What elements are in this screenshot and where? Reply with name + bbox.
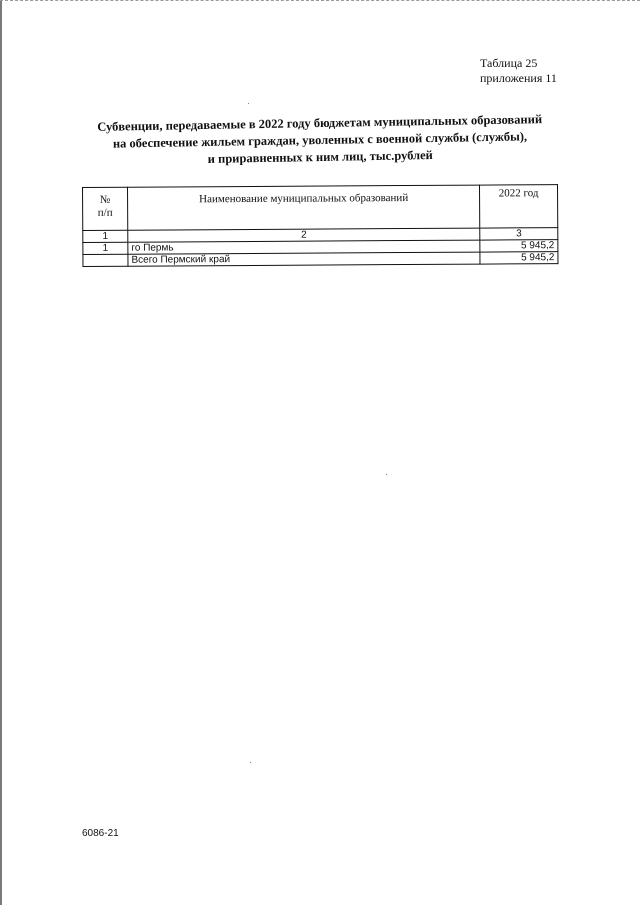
appendix-label: приложения 11 [480,71,557,85]
amount-value: 5 945,2 [480,240,558,252]
scan-speck [386,474,387,475]
column-header-number: № п/п [83,187,128,230]
table-reference [480,56,557,86]
subsidy-table [82,184,558,267]
total-label: Всего Пермский край [128,252,480,266]
scan-edge-top [0,0,640,2]
subsidy-table-wrapper [82,184,558,267]
document-code: 6086-21 [82,828,119,839]
column-index-1: 1 [83,230,128,242]
title-line-3: и приравненных к ним лиц, тыс.рублей [207,148,433,166]
title-line-1: Субвенции, передаваемые в 2022 году бюджетам муниципальных образований [97,112,543,134]
table-total-row [83,252,558,267]
table-number-label: Таблица 25 [480,56,538,70]
column-index-3: 3 [480,228,558,240]
row-number: 1 [83,242,128,254]
column-index-2: 2 [128,228,480,242]
row-number [83,254,128,266]
scan-speck [250,762,251,763]
municipality-name: го Пермь [128,240,480,254]
scan-speck [248,103,249,104]
title-line-2: на обеспечение жильем граждан, уволенных с военной службы (службы), [112,129,528,151]
table-header-row [83,185,558,231]
column-header-year: 2022 год [480,185,558,228]
column-header-name: Наименование муниципальных образований [128,185,480,230]
document-title [70,111,571,171]
scan-edge [0,0,2,905]
total-value: 5 945,2 [480,252,558,264]
